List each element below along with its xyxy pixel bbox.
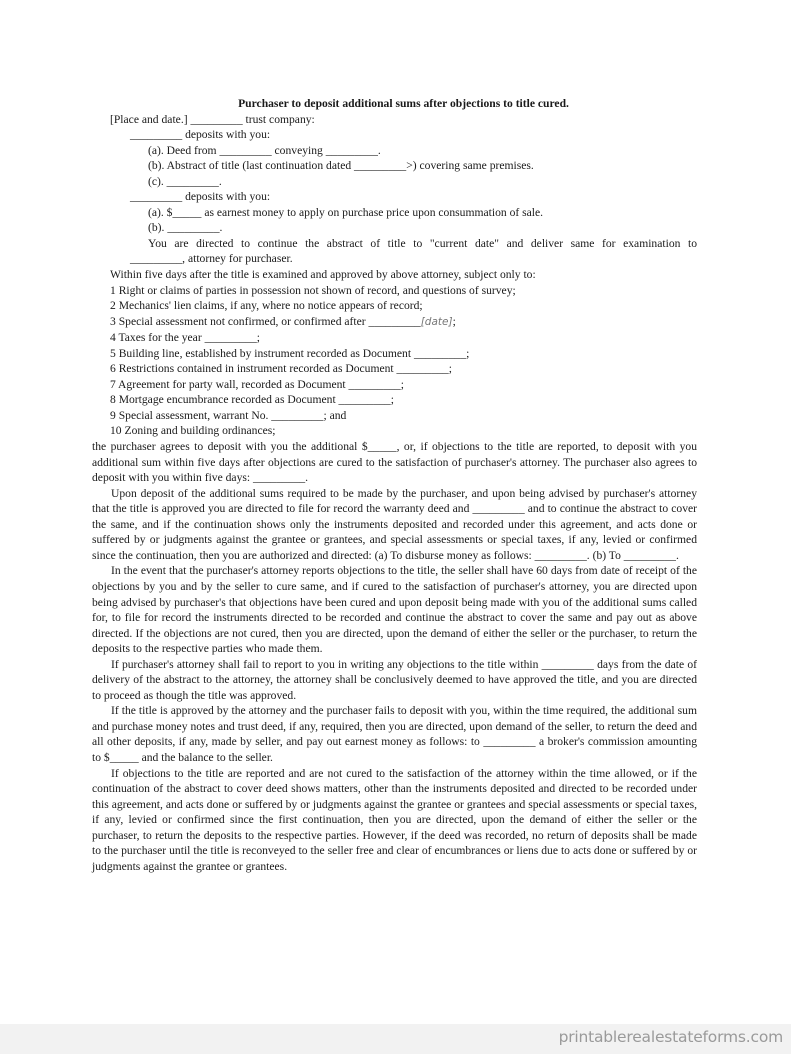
purchaser-deposits-intro: _________ deposits with you: [130,190,271,204]
objections-paragraph: In the event that the purchaser's attorney reports objections to the title, the seller shall have 60 days from date of receipt of the objections by you and by the seller to cure same, and if cured to the satisfaction of purchaser's attorney, you are directed upon being advised by purchaser's that objections have been cured and upon deposit being made with you of the additional sums called for, to file for record the instruments directed to be recorded and continue the abstract to cover the same and pay out as above directed. If the objections are not cured, then you are directed, upon the demand of either the seller or the purchaser, to return the deposits to the respective parties who made them. [92,564,697,656]
exception-item: 10 Zoning and building ordinances; [110,424,276,438]
purchaser-deposit-item: (b). _________. [148,221,223,235]
subject-intro: Within five days after the title is examined and approved by above attorney, subject only to: [110,268,536,282]
document-body [92,96,697,874]
exception-item: 2 Mechanics' lien claims, if any, where no notice appears of record; [110,299,423,313]
footer-bar [0,1024,791,1054]
exception-item: 8 Mortgage encumbrance recorded as Document _________; [110,393,394,407]
failure-to-report-paragraph: If purchaser's attorney shall fail to report to you in writing any objections to the title within _________ days from the date of delivery of the abstract to the attorney, the attorney shall be conclusively deemed to have approved the title, and you are directed to proceed as though the title was approved. [92,657,697,702]
exception-item [92,314,697,331]
exception-suffix: ; [452,314,456,328]
exception-item: 9 Special assessment, warrant No. _________; and [110,408,347,422]
exception-item: 5 Building line, established by instrument recorded as Document _________; [110,346,470,360]
exception-item: 1 Right or claims of parties in possession not shown of record, and questions of survey; [110,283,516,297]
exception-item: 4 Taxes for the year _________; [110,331,260,345]
seller-deposit-item: (c). _________. [148,174,222,188]
seller-deposit-item: (b). Abstract of title (last continuation dated _________>) covering same premises. [148,159,534,173]
uncured-objections-paragraph: If objections to the title are reported and are not cured to the satisfaction of the attorney within the time allowed, or if the continuation of the abstract to cover deed shows matters, other than the instruments deposited and directed to be recorded under this agreement, and acts done or suffered by or judgments against the grantee or grantees and special assessments or special taxes, if any, levied or confirmed since the first continuation, then you are directed, upon the demand of either the seller or the purchaser, to return the deposits to the respective parties. However, if the deed was recorded, no return of deposits shall be made to the purchaser until the title is reconveyed to the seller free and clear of encumbrances or liens due to acts done or suffered by or judgments against the grantee or grantees. [92,766,697,873]
purchaser-deposit-item: (a). $_____ as earnest money to apply on purchase price upon consummation of sale. [148,205,544,219]
disbursement-paragraph: Upon deposit of the additional sums required to be made by the purchaser, and upon being advised by purchaser's attorney that the title is approved you are directed to file for record the warranty deed and _________ and to continue the abstract to cover the same, and if the continuation shows only the instruments deposited and recorded under this agreement, and acts done or suffered by or judgments against the grantee or grantees, and special assessments or special taxes, if any, levied or confirmed since the continuation, then you are authorized and directed: (a) To disburse money as follows: _________. (b) To _________. [92,486,697,562]
place-and-date-line: [Place and date.] _________ trust company: [110,112,315,126]
purchaser-default-paragraph: If the title is approved by the attorney and the purchaser fails to deposit with you, within the time required, the additional sum and purchase money notes and trust deed, if any, required, then you are directed, upon demand of the seller, to return the deed and all other deposits, if any, made by seller, and pay out earnest money as follows: to _________ a broker's commission amounting to $_____ and the balance to the seller. [92,704,697,764]
seller-deposits-intro: _________ deposits with you: [130,128,271,142]
site-brand-link[interactable]: printablerealestateforms.com [558,1028,783,1046]
date-placeholder: [date] [420,315,453,328]
deposit-agreement-paragraph: the purchaser agrees to deposit with you the additional $_____, or, if objections to the title are reported, to deposit with you additional sum within five days after objections are cured to the satisfaction of purchaser's attorney. The purchaser also agrees to deposit with you within five days: _________. [92,440,697,485]
exception-item: 7 Agreement for party wall, recorded as Document _________; [110,377,404,391]
seller-deposit-item: (a). Deed from _________ conveying _________. [148,143,381,157]
exception-text: 3 Special assessment not confirmed, or confirmed after _________ [110,314,421,328]
abstract-direction: You are directed to continue the abstract of title to "current date" and deliver same for examination to [148,236,697,250]
abstract-direction-continued: _________, attorney for purchaser. [130,252,293,266]
exception-item: 6 Restrictions contained in instrument recorded as Document _________; [110,362,452,376]
document-title: Purchaser to deposit additional sums after objections to title cured. [238,97,569,110]
